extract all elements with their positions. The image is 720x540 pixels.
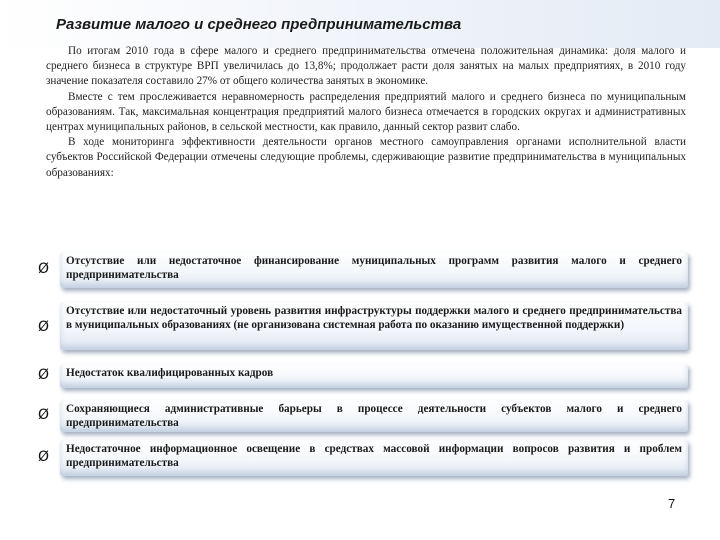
page-number: 7	[668, 496, 676, 511]
paragraph: В ходе мониторинга эффективности деятельности органов местного самоуправления органами исполнительной власти субъектов Российской Федерации отмечены следующие проблемы, сдерживающие развитие предпринимательства в муниципальных образованиях:	[46, 136, 686, 179]
arrow-bullet-icon: Ø	[38, 367, 50, 383]
problem-box	[60, 364, 688, 388]
problem-box	[60, 302, 688, 350]
arrow-bullet-icon: Ø	[38, 449, 50, 465]
arrow-bullet-icon: Ø	[38, 407, 50, 423]
problem-text: Отсутствие или недостаточное финансирование муниципальных программ развития малого и среднего предпринимательства	[66, 255, 682, 281]
problem-box	[60, 400, 688, 432]
slide-title: Развитие малого и среднего предпринимательства	[56, 16, 462, 33]
arrow-bullet-icon: Ø	[38, 319, 50, 335]
problem-box	[60, 440, 688, 476]
problem-text: Сохраняющиеся административные барьеры в процессе деятельности субъектов малого и среднего предпринимательства	[66, 403, 682, 429]
arrow-bullet-icon: Ø	[38, 261, 50, 277]
problem-text: Отсутствие или недостаточный уровень развития инфраструктуры поддержки малого и среднего предпринимательства в муниципальных образованиях (не организована системная работа по оказанию имущественной поддержки)	[66, 305, 682, 331]
problem-text: Недостаточное информационное освещение в средствах массовой информации вопросов развития и проблем предпринимательства	[66, 443, 682, 469]
intro-text	[46, 44, 686, 181]
problem-box	[60, 252, 688, 288]
paragraph: Вместе с тем прослеживается неравномерность распределения предприятий малого и среднего бизнеса по муниципальным образованиям. Так, максимальная концентрация предприятий малого бизнеса отмечается в городских округах и административных центрах муниципальных районов, в сельской местности, как правило, данный сектор развит слабо.	[46, 90, 686, 134]
problem-text: Недостаток квалифицированных кадров	[66, 367, 274, 379]
paragraph: По итогам 2010 года в сфере малого и среднего предпринимательства отмечена положительная динамика: доля малого и среднего бизнеса в структуре ВРП увеличилась до 13,8%; продолжает расти доля занятых на малых предприятиях, в 2010 году значение показателя составило 27% от общего количества занятых в экономике.	[46, 45, 686, 88]
